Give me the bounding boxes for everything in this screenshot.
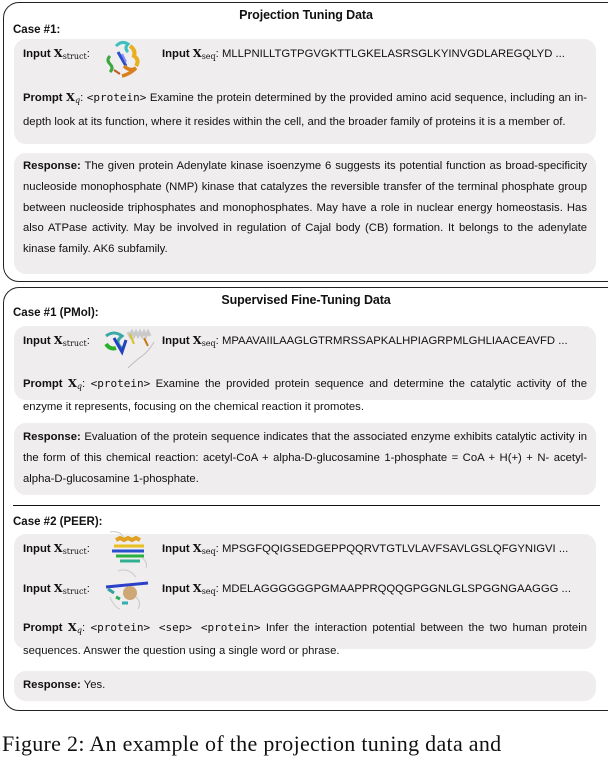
prompt-paragraph: Prompt Xq: <protein> Examine the protein determined by the provided amino acid sequence, including an in-depth look at its function, where it resides within the cell, and the broader family of proteins it is a member of. — [23, 90, 588, 128]
figure-caption: Figure 2: An example of the projection tuning data and — [2, 731, 502, 756]
case-label-peer: Case #2 (PEER): — [13, 516, 103, 528]
sft-panel — [3, 287, 608, 711]
prompt-paragraph: Prompt Xq: <protein> <sep> <protein> Infer the interaction potential between the two human protein sequences. Answer the question using a single word or phrase. — [23, 620, 588, 657]
response-text: The given protein Adenylate kinase isoenzyme 6 suggests its potential function as broad-specificity nucleoside monophosphate (NMP) kinase that catalyzes the reversible transfer of the terminal phosphate group between nucleoside triphosphates and monophosphates. May have a role in nuclear energy homeostasis. Has also ATPase activity. May be involved in regulation of Cajal body (CB) formation. It belongs to the adenylate kinase family. AK6 subfamily. — [23, 160, 588, 256]
sequence-text-1: MPSGFQQIGSEDGEPPQQRVTGTLVLAVFSAVLGSLQFGYNIGVI ... — [221, 543, 569, 555]
input-struct-label-1: Input $X_{struct}$: — [23, 541, 90, 556]
response-box — [14, 153, 596, 274]
projection-tuning-panel — [3, 2, 608, 282]
panel-title: Projection Tuning Data — [239, 8, 373, 22]
sequence-text: MPAAVAIILAAGLGTRMRSSAPKALHPIAGRPMLGHLIAACEAVFD ... — [221, 335, 568, 347]
prompt-text: Examine the provided protein sequence and determine the catalytic activity of the enzyme it represents, focusing on the chemical reaction it promotes. — [23, 378, 588, 413]
pmol-response-box — [14, 423, 596, 495]
protein-token: <protein> — [90, 377, 151, 390]
input-struct-label: Input $X_{struct}$: — [23, 46, 90, 61]
case-divider — [13, 505, 600, 506]
input-prompt-box — [14, 39, 596, 144]
case-label-pmol: Case #1 (PMol): — [13, 307, 99, 319]
prompt-text: Examine the protein determined by the provided amino acid sequence, including an in-depth look at its function, where it resides within the cell, and the broader family of proteins it is a member of. — [23, 92, 588, 128]
response-text: Evaluation of the protein sequence indicates that the associated enzyme exhibits catalytic activity in the form of this chemical reaction: acetyl-CoA + alpha-D-glucosamine 1-phosphate = CoA + H(+) + N- acetyl-alpha-D-glucosamine 1-phosphate. — [23, 431, 587, 485]
pmol-input-prompt-box — [14, 326, 596, 413]
input-struct-label-2: Input $X_{struct}$: — [23, 581, 90, 596]
prompt-text: Infer the interaction potential between the two human protein sequences. Answer the question using a single word or phrase. — [23, 622, 588, 657]
protein-token: <protein> — [86, 91, 147, 104]
response-paragraph: Response: Yes. — [23, 679, 106, 691]
input-seq-line-1: Input $X_{seq}$: MPSGFQQIGSEDGEPPQQRVTGTLVLAVFSAVLGSLQFGYNIGVI ... — [162, 541, 569, 556]
protein-structure-icon — [102, 40, 148, 80]
input-struct-label: Input $X_{struct}$: — [23, 333, 90, 348]
response-text: Yes. — [83, 679, 106, 691]
panel-title: Supervised Fine-Tuning Data — [221, 293, 391, 307]
sequence-text-2: MDELAGGGGGGPGMAAPPRQQQGPGGNLGLSPGGNGAAGGG ... — [221, 583, 571, 595]
input-seq-line: Input $X_{seq}$: MLLPNILLTGTPGVGKTTLGKELASRSGLKYINVGDLAREGQLYD ... — [162, 46, 565, 61]
protein-structure-icon-2 — [102, 567, 152, 611]
protein-structure-icon — [100, 326, 164, 370]
protein-sep-tokens: <protein> <sep> <protein> — [90, 621, 261, 634]
input-seq-line-2: Input $X_{seq}$: MDELAGGGGGGPGMAAPPRQQQGPGGNLGLSPGGNGAAGGG ... — [162, 581, 571, 596]
input-seq-line: Input $X_{seq}$: MPAAVAIILAAGLGTRMRSSAPKALHPIAGRPMLGHLIAACEAVFD ... — [162, 333, 568, 348]
peer-input-prompt-box — [14, 534, 596, 657]
response-paragraph: Response: The given protein Adenylate kinase isoenzyme 6 suggests its potential function as broad-specificity nucleoside monophosphate (NMP) kinase that catalyzes the reversible transfer of the terminal phosphate group between nucleoside triphosphates and monophosphates. May have a role in nuclear energy homeostasis. Has also ATPase activity. May be involved in regulation of Cajal body (CB) formation. It belongs to the adenylate kinase family. AK6 subfamily. — [23, 160, 588, 256]
case-label: Case #1: — [13, 24, 61, 36]
peer-response-box — [14, 671, 596, 701]
prompt-paragraph: Prompt Xq: <protein> Examine the provided protein sequence and determine the catalytic activity of the enzyme it represents, focusing on the chemical reaction it promotes. — [23, 376, 588, 413]
sequence-text: MLLPNILLTGTPGVGKTTLGKELASRSGLKYINVGDLAREGQLYD ... — [221, 48, 565, 60]
protein-structure-icon-1 — [106, 528, 154, 570]
response-paragraph: Response: Evaluation of the protein sequence indicates that the associated enzyme exhibits catalytic activity in the form of this chemical reaction: acetyl-CoA + alpha-D-glucosamine 1-phosphate = CoA + H(+) + N- acetyl-alpha-D-glucosamine 1-phosphate. — [23, 431, 587, 485]
